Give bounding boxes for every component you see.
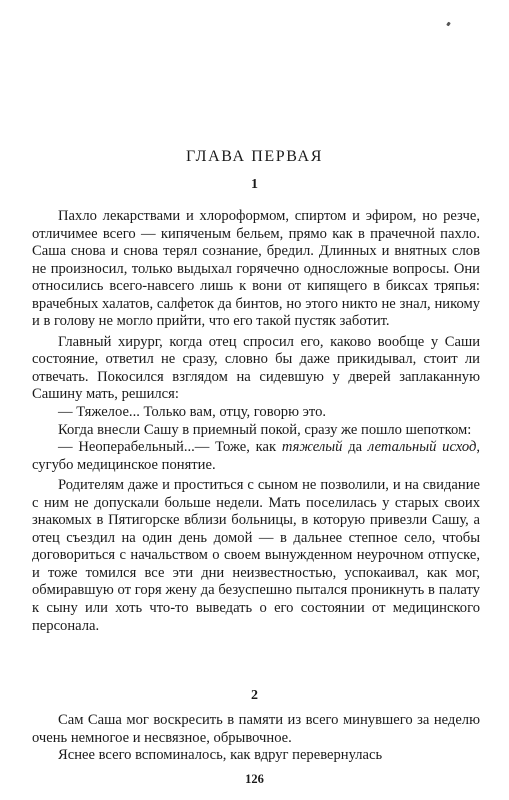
paragraph: Когда внесли Сашу в приемный покой, сразу же пошло шепотком: <box>58 421 472 438</box>
page-number: 126 <box>245 772 264 786</box>
italic-term: тяжелый <box>281 439 343 456</box>
paragraph-text: , сугубо медицинское понятие. <box>32 439 480 473</box>
paragraph: — Тяжелое... Только вам, отцу, говорю это. <box>58 404 327 421</box>
paragraph: Сам Саша мог воскресить в памяти из всего минувшего за неделю очень немногое и несвязное, обрывочное. <box>32 712 480 746</box>
paragraph: Яснее всего вспоминалось, как вдруг перевернулась <box>58 747 383 764</box>
section-number: 2 <box>251 688 258 703</box>
paragraph <box>32 439 480 474</box>
paragraph-text: да <box>342 439 368 456</box>
chapter-title: ГЛАВА ПЕРВАЯ <box>186 148 323 165</box>
section-1-text <box>32 208 480 635</box>
paragraph: Родителям даже и проститься с сыном не позволили, и на свидание с ним не допускали больше недели. Мать поселилась у старых своих знакомых в Пятигорске вблизи больницы, в которую привезли Сашу, а отец съездил на один день домой — в дальнее степное село, чтобы договориться с начальством о своем вынужденном неурочном отпуске, и тоже томился все эти дни неизвестностью, успокаивал, как мог, обмиравшую от горя жену да безуспешно пытался проникнуть в палату к сыну или хоть что-то выведать о его состоянии от медицинского персонала. <box>32 477 480 634</box>
section-number: 1 <box>251 177 258 192</box>
section-2-text <box>32 712 480 765</box>
print-speck <box>446 22 451 27</box>
paragraph-text: — Неоперабельный...— Тоже, как <box>58 439 282 456</box>
paragraph: Главный хирург, когда отец спросил его, каково вообще у Саши состояние, ответил не сразу, словно бы даже прикидывал, стоит ли отвечать. Покосился взглядом на сидевшую у дверей заплаканную Сашину мать, решился: <box>32 333 480 403</box>
italic-term: летальный исход <box>367 439 477 456</box>
paragraph: Пахло лекарствами и хлороформом, спиртом и эфиром, но резче, отличимее всего — кипяченым бельем, прямо как в прачечной пахло. Саша снова и снова терял сознание, бредил. Длинных и внятных слов не произносил, только выдыхал горячечно односложные вопросы. Они относились всего-навсего лишь к вони от кипящего в биксах тряпья: врачебных халатов, салфеток да бинтов, но этого никто не знал, никому и в голову не могло прийти, что его такой пустяк заботит. <box>32 208 480 330</box>
